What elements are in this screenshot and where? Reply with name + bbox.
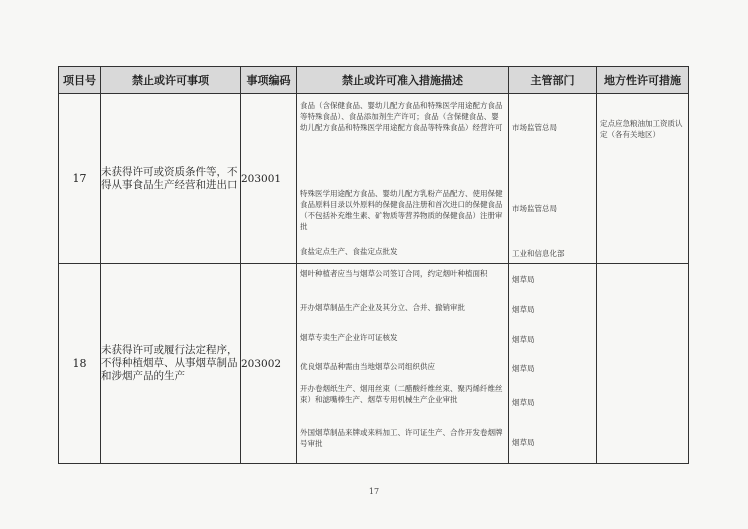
row-item: 未获得许可或履行法定程序，不得种植烟草、从事烟草制品和涉烟产品的生产 — [101, 264, 241, 464]
header-row — [59, 67, 689, 94]
header-local: 地方性许可措施 — [597, 67, 689, 94]
header-num: 项目号 — [59, 67, 101, 94]
row-depts — [509, 94, 597, 264]
dept-text: 烟草局 — [512, 335, 535, 344]
row-measures — [297, 94, 509, 264]
dept-text: 市场监管总局 — [512, 123, 557, 132]
row-item: 未获得许可或资质条件等，不得从事食品生产经营和进出口 — [101, 94, 241, 264]
page-number: 17 — [368, 487, 380, 496]
row-code: 203002 — [241, 264, 297, 464]
measure-text: 开办卷烟纸生产、烟用丝束（二醋酸纤维丝束、聚丙烯纤维丝束）和滤嘴棒生产、烟草专用机械生产企业审批 — [300, 384, 503, 404]
dept-text: 烟草局 — [512, 305, 535, 314]
header-dept: 主管部门 — [509, 67, 597, 94]
dept-text: 市场监管总局 — [512, 204, 557, 213]
table-row — [59, 94, 689, 264]
measure-text: 特殊医学用途配方食品、婴幼儿配方乳粉产品配方、使用保健食品原料目录以外原料的保健食品注册和首次进口的保健食品（不包括补充维生素、矿物质等营养物质的保健食品）注册审批 — [300, 189, 503, 231]
row-code: 203001 — [241, 94, 297, 264]
local-text: 定点应急粮油加工资质认定（各有关地区） — [600, 119, 683, 139]
dept-text: 工业和信息化部 — [512, 249, 565, 258]
measure-text: 食品（含保健食品、婴幼儿配方食品和特殊医学用途配方食品等特殊食品）、食品添加剂生产许可；食品（含保健食品、婴幼儿配方食品和特殊医学用途配方食品等特殊食品）经营许可 — [300, 101, 503, 132]
table-row — [59, 264, 689, 464]
row-local — [597, 264, 689, 464]
permit-table — [58, 66, 689, 464]
measure-text: 外国烟草制品来牌或来料加工、许可证生产、合作开发卷烟牌号审批 — [300, 428, 503, 448]
header-measure: 禁止或许可准入措施描述 — [297, 67, 509, 94]
measure-text: 烟草专卖生产企业许可证核发 — [300, 333, 398, 342]
row-number: 17 — [59, 94, 101, 264]
measure-text: 食盐定点生产、食盐定点批发 — [300, 247, 398, 256]
header-item: 禁止或许可事项 — [101, 67, 241, 94]
dept-text: 烟草局 — [512, 398, 535, 407]
dept-text: 烟草局 — [512, 364, 535, 373]
row-depts — [509, 264, 597, 464]
measure-text: 优良烟草品种需由当地烟草公司组织供应 — [300, 362, 435, 371]
header-code: 事项编码 — [241, 67, 297, 94]
measure-text: 烟叶种植者应当与烟草公司签订合同，约定烟叶种植面积 — [300, 269, 488, 278]
measure-text: 开办烟草制品生产企业及其分立、合并、撤销审批 — [300, 303, 465, 312]
dept-text: 烟草局 — [512, 275, 535, 284]
row-measures — [297, 264, 509, 464]
row-number: 18 — [59, 264, 101, 464]
dept-text: 烟草局 — [512, 438, 535, 447]
row-local — [597, 94, 689, 264]
